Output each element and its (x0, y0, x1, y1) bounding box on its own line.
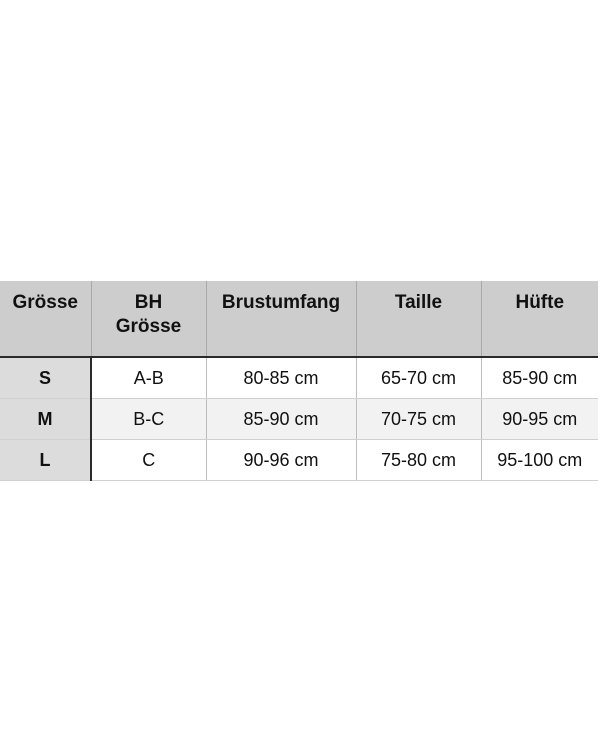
brustumfang-cell: 80-85 cm (206, 357, 356, 399)
huefte-cell: 85-90 cm (481, 357, 598, 399)
huefte-cell: 90-95 cm (481, 399, 598, 440)
header-row (0, 281, 598, 357)
taille-cell: 65-70 cm (356, 357, 481, 399)
brustumfang-cell: 85-90 cm (206, 399, 356, 440)
header-taille: Taille (356, 281, 481, 357)
huefte-cell: 95-100 cm (481, 440, 598, 481)
bh-cell: B-C (91, 399, 206, 440)
bh-cell: A-B (91, 357, 206, 399)
header-bh-groesse: BH Grösse (91, 281, 206, 357)
table-row (0, 440, 598, 481)
header-groesse: Grösse (0, 281, 91, 357)
size-chart-table (0, 281, 598, 481)
taille-cell: 75-80 cm (356, 440, 481, 481)
brustumfang-cell: 90-96 cm (206, 440, 356, 481)
table-row (0, 399, 598, 440)
header-huefte: Hüfte (481, 281, 598, 357)
bh-cell: C (91, 440, 206, 481)
table-row (0, 357, 598, 399)
size-cell: S (0, 357, 91, 399)
size-cell: L (0, 440, 91, 481)
taille-cell: 70-75 cm (356, 399, 481, 440)
size-cell: M (0, 399, 91, 440)
header-brustumfang: Brustumfang (206, 281, 356, 357)
